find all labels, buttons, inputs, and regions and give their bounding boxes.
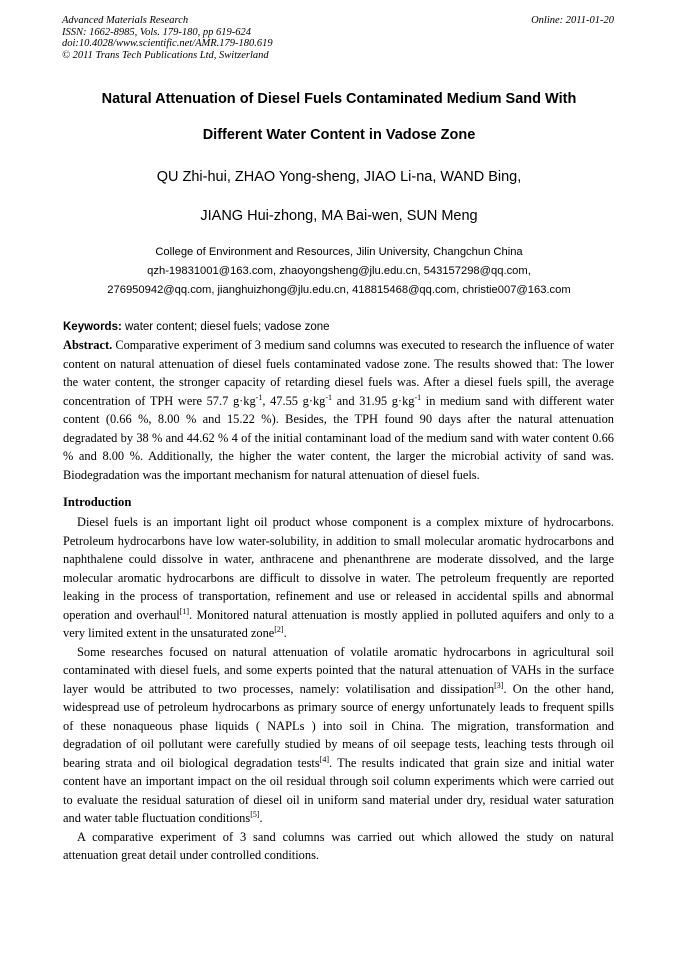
abstract (63, 336, 614, 484)
intro-paragraph-3: A comparative experiment of 3 sand columns was carried out which allowed the study on natural attenuation great detail under controlled conditions. (63, 829, 614, 862)
intro-text: Diesel fuels is an important light oil product whose component is a complex mixture of hydrocarbons. Petroleum hydrocarbons have low water-solubility, in addition to small molecular aromatic hydrocarbons and naphthalene could dissolve in water, anthracene and phenanthrene are moderate dissolved, and the large molecular aromatic hydrocarbons are difficult to dissolve in water. The petroleum frequently are reported leaking in the process of transportation, refinement and use or released in accidental spills and abnormal operation and overhaul (63, 515, 614, 622)
unit-exponent: -1 (255, 392, 263, 402)
intro-text: . (283, 626, 287, 640)
citation-ref[interactable]: [2] (274, 625, 284, 634)
keywords (63, 318, 614, 337)
intro-text: . Monitored natural attenuation is mostly applied in polluted aquifers and only to a very limited extent in the unsaturated zone (63, 607, 614, 640)
keywords-text: water content; diesel fuels; vadose zone (121, 321, 330, 333)
issn-line: ISSN: 1662-8985, Vols. 179-180, pp 619-624 (62, 26, 251, 38)
abstract-text: in medium sand with different water content (0.66 %, 8.00 % and 15.22 %). Besides, the TPH found 90 days after the natural attenuation degradated by 38 % and 44.62 % 4 of the initial contaminant load of the medium sand with water content 0.66 % and 8.00 %. Additionally, the higher the water content, the larger the microbial activity of sand was. Biodegradation was the important mechanism for natural attenuation of diesel fuels. (63, 393, 614, 482)
unit-exponent: -1 (325, 392, 333, 402)
copyright-line: © 2011 Trans Tech Publications Ltd, Switzerland (62, 49, 269, 61)
abstract-text: and 31.95 g·kg (332, 393, 415, 408)
authors-line-2: JIANG Hui-zhong, MA Bai-wen, SUN Meng (200, 208, 478, 224)
abstract-text: , 47.55 g·kg (262, 393, 326, 408)
introduction-heading: Introduction (63, 495, 132, 509)
paper-title-line-1: Natural Attenuation of Diesel Fuels Contaminated Medium Sand With (101, 91, 577, 107)
authors-line-1: QU Zhi-hui, ZHAO Yong-sheng, JIAO Li-na, WAND Bing, (156, 169, 522, 185)
citation-ref[interactable]: [3] (494, 680, 504, 690)
journal-name: Advanced Materials Research (62, 15, 189, 26)
intro-text: . On the other hand, widespread use of petroleum hydrocarbons as primary source of energy unfortunately leads to frequent spills of these nonaqueous phase liquids ( NAPLs ) into soil in China. The migration, transformation and degradation of oil pollutant were carefully studied by means of oil seepage tests, leaching tests through oil bearing strata and oil biological degradation tests (63, 681, 614, 770)
intro-paragraph-2 (63, 643, 614, 828)
online-date: Online: 2011-01-20 (531, 15, 614, 26)
keywords-label: Keywords: (63, 321, 122, 333)
citation-ref[interactable]: [4] (319, 754, 329, 764)
abstract-text: Comparative experiment of 3 medium sand columns was executed to research the influence of water content on natural attenuation of diesel fuels contaminated vadose zone. The results showed that: The lower the water content, the stronger capacity of retarding diesel fuels was. After a diesel fuels spill, the average concentration of TPH were 57.7 g·kg (63, 338, 614, 408)
abstract-label: Abstract. (63, 338, 113, 352)
intro-paragraph-1 (63, 513, 614, 643)
doi-line: doi:10.4028/www.scientific.net/AMR.179-180.619 (62, 38, 273, 49)
journal-header (62, 15, 273, 61)
affiliation-emails-2: 276950942@qq.com, jianghuizhong@jlu.edu.cn, 418815468@qq.com, christie007@163.com (107, 284, 571, 296)
intro-text: . (259, 811, 263, 825)
intro-text: . The results indicated that grain size and initial water content have an important impact on the oil residual through soil column experiments which were carried out to evaluate the residual saturation of diesel oil in uniform sand material under dry, residual water saturation and water table fluctuation conditions (63, 755, 614, 825)
affiliation-emails-1: qzh-19831001@163.com, zhaoyongsheng@jlu.edu.cn, 543157298@qq.com, (147, 265, 531, 277)
affiliation-block (30, 243, 648, 300)
introduction-body (63, 513, 614, 865)
citation-ref[interactable]: [1] (179, 606, 190, 616)
paper-title-line-2: Different Water Content in Vadose Zone (202, 127, 476, 143)
affiliation-institution: College of Environment and Resources, Jilin University, Changchun China (155, 246, 523, 258)
unit-exponent: -1 (414, 392, 422, 402)
citation-ref[interactable]: [5] (250, 810, 260, 819)
intro-text: Some researches focused on natural attenuation of volatile aromatic hydrocarbons in agricultural soil contaminated with diesel fuels, and some experts pointed that the natural attenuation of VAHs in the surface layer would be attributed to two processes, namely: volatilisation and dissipation (63, 644, 614, 696)
